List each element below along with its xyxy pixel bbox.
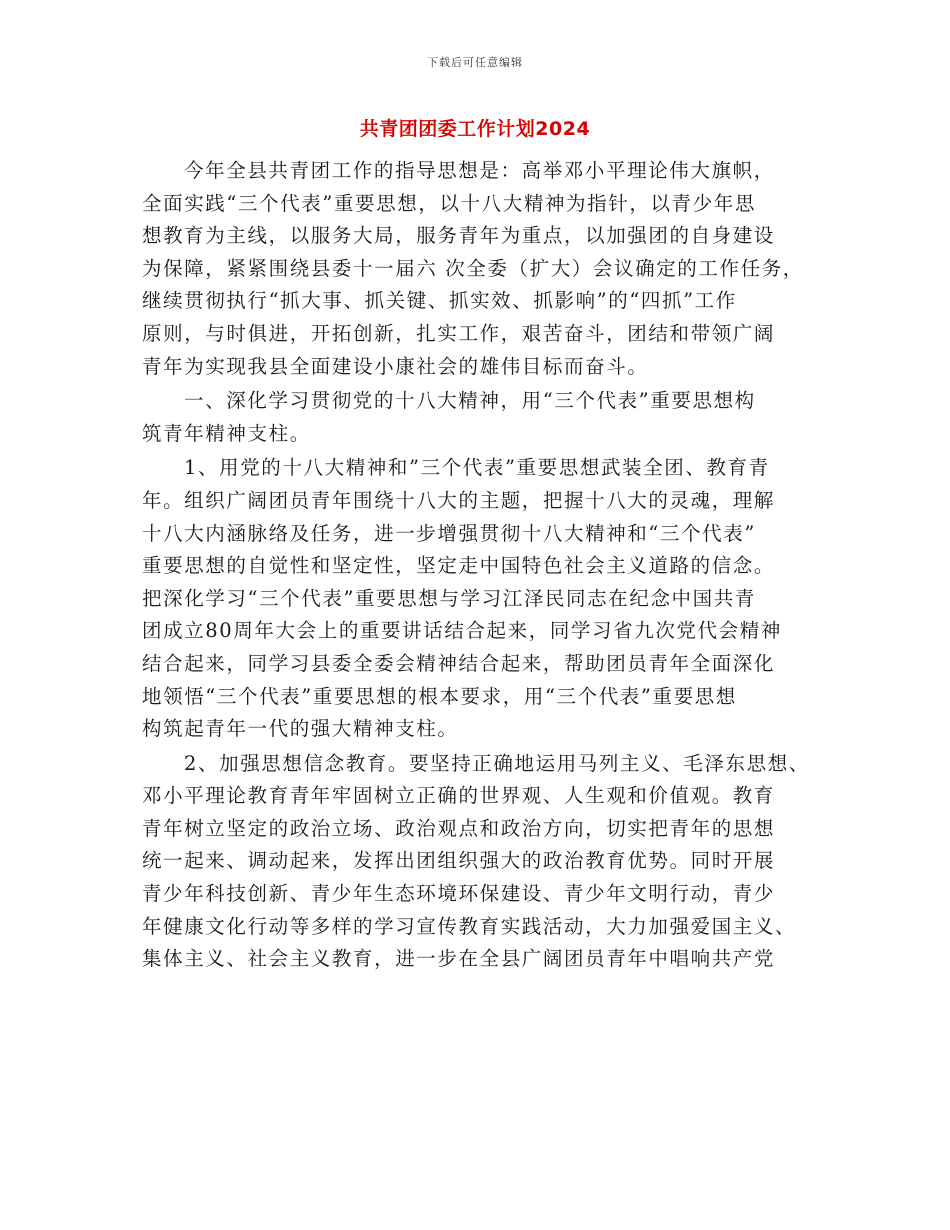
- text-line: 筑青年精神支柱。: [142, 421, 311, 445]
- text-line: 2、加强思想信念教育。要坚持正确地运用马列主义、毛泽东思想、: [184, 751, 810, 775]
- text-line: 邓小平理论教育青年牢固树立正确的世界观、人生观和价值观。教育: [142, 784, 776, 808]
- text-line: 全面实践“三个代表”重要思想，以十八大精神为指针，以青少年思: [142, 191, 756, 215]
- text-line: 统一起来、调动起来，发挥出团组织强大的政治教育优势。同时开展: [142, 849, 776, 873]
- text-line: 青少年科技创新、青少年生态环境环保建设、青少年文明行动，青少: [142, 882, 776, 906]
- text-line: 想教育为主线，以服务大局，服务青年为重点，以加强团的自身建设: [142, 224, 776, 248]
- text-line: 一、深化学习贯彻党的十八大精神，用“三个代表”重要思想构: [184, 389, 756, 413]
- text-line: 重要思想的自觉性和坚定性，坚定走中国特色社会主义道路的信念。: [142, 554, 776, 578]
- document-body: [142, 155, 832, 978]
- text-line: 1、用党的十八大精神和”三个代表”重要思想武装全团、教育青: [184, 456, 770, 480]
- text-line: 年。组织广阔团员青年围绕十八大的主题，把握十八大的灵魂，理解: [142, 488, 776, 512]
- section-heading-one: [142, 385, 832, 450]
- paragraph-item-two: [142, 748, 832, 976]
- text-line: 青年树立坚定的政治立场、政治观点和政治方向，切实把青年的思想: [142, 816, 776, 840]
- text-line: 青年为实现我县全面建设小康社会的雄伟目标而奋斗。: [142, 354, 649, 378]
- text-line: 为保障，紧紧围绕县委十一届六 次全委（扩大）会议确定的工作任务，: [142, 256, 804, 280]
- text-line: 年健康文化行动等多样的学习宣传教育实践活动，大力加强爱国主义、: [142, 914, 797, 938]
- text-line: 团成立80周年大会上的重要讲话结合起来，同学习省九次党代会精神: [142, 619, 782, 643]
- document-title: 共青团团委工作计划2024: [359, 118, 591, 140]
- paragraph-item-one: [142, 452, 832, 745]
- text-line: 把深化学习“三个代表”重要思想与学习江泽民同志在纪念中国共青: [142, 586, 756, 610]
- text-line: 十八大内涵脉络及任务，进一步增强贯彻十八大精神和“三个代表”: [142, 521, 756, 545]
- text-line: 今年全县共青团工作的指导思想是：高举邓小平理论伟大旗帜，: [184, 159, 775, 182]
- paragraph-guiding-thought: [142, 155, 832, 383]
- text-line: 构筑起青年一代的强大精神支柱。: [142, 717, 459, 741]
- text-line: 集体主义、社会主义教育，进一步在全县广阔团员青年中唱响共产党: [142, 947, 776, 971]
- text-line: 地领悟“三个代表”重要思想的根本要求，用“三个代表”重要思想: [142, 684, 737, 708]
- header-note: 下载后可任意编辑: [427, 56, 523, 69]
- text-line: 继续贯彻执行“抓大事、抓关键、抓实效、抓影响”的“四抓”工作: [142, 289, 737, 313]
- text-line: 原则，与时俱进，开拓创新，扎实工作，艰苦奋斗，团结和带领广阔: [142, 321, 776, 345]
- text-line: 结合起来，同学习县委全委会精神结合起来，帮助团员青年全面深化: [142, 651, 776, 675]
